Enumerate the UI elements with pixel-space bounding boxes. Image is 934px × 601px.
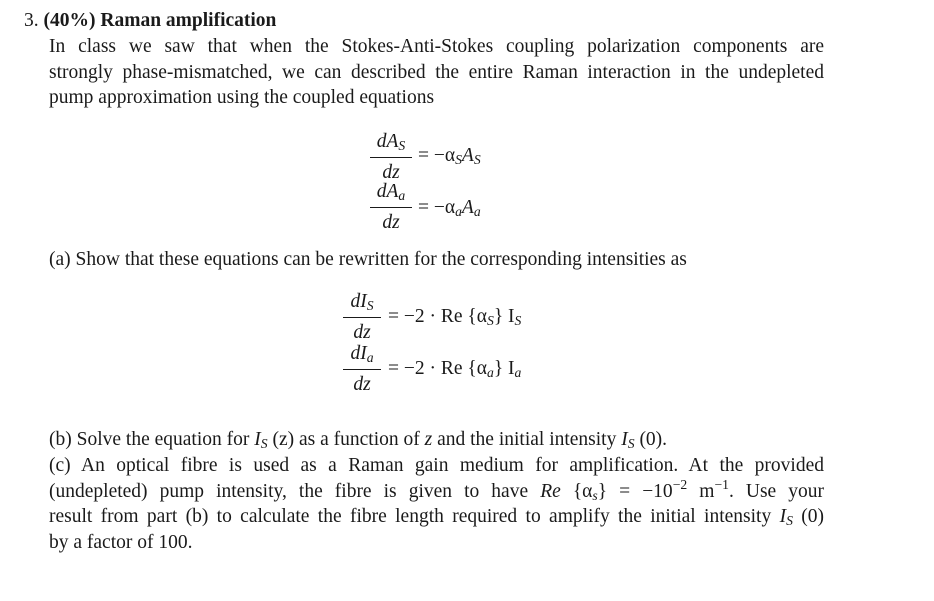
eq4-denominator: dz xyxy=(353,374,371,395)
eq2-rhs-var: A xyxy=(461,197,474,218)
eq3-numerator-sub: S xyxy=(366,298,374,313)
part-c-line-3 xyxy=(49,506,824,528)
eq2-numerator-sub: a xyxy=(398,188,406,203)
eq2-rhs-text: = −α xyxy=(418,197,456,218)
part-b-pre: (b) Solve the equation for xyxy=(49,429,255,450)
part-c-alpha: {α xyxy=(560,481,593,502)
part-b-var1-sub: S xyxy=(260,436,268,451)
eq4-rhs-var: } I xyxy=(493,358,515,379)
part-b-var2-sub: S xyxy=(627,436,635,451)
eq3-rhs-var: } I xyxy=(493,306,515,327)
eq4-rhs xyxy=(388,358,521,380)
part-c-alpha-sub: s xyxy=(592,488,598,503)
eq1-numerator-sub: S xyxy=(398,138,406,153)
eq2-rhs-sub: a xyxy=(455,204,462,219)
eq3-fraction xyxy=(343,290,381,345)
eq4-fraction-bar xyxy=(343,369,381,370)
part-c-line3-arg: (0) xyxy=(792,506,824,527)
part-a-text: (a) Show that these equations can be rewritten for the corresponding intensities as xyxy=(49,249,687,270)
eq4-numerator: dI xyxy=(350,343,367,364)
part-b-var1: I xyxy=(254,429,261,450)
part-b-arg2: (0). xyxy=(634,429,668,450)
eq3-fraction-bar xyxy=(343,317,381,318)
part-b-post: and the initial intensity xyxy=(432,429,622,450)
eq1-fraction xyxy=(370,130,412,185)
eq2-rhs xyxy=(418,197,481,219)
eq1-rhs-sub: S xyxy=(455,152,462,167)
part-c-line2-pre: (undepleted) pump intensity, the fibre is given to have xyxy=(49,481,541,502)
eq1-rhs-var-sub: S xyxy=(473,152,481,167)
eq4-rhs-sub: a xyxy=(486,365,494,380)
part-b-text xyxy=(49,429,667,451)
eq4-numerator-sub: a xyxy=(366,350,374,365)
eq2-fraction xyxy=(370,180,412,235)
eq3-denominator: dz xyxy=(353,322,371,343)
eq3-rhs xyxy=(388,306,521,328)
part-c-exp1: −2 xyxy=(672,477,688,492)
eq1-numerator: dA xyxy=(376,131,399,152)
eq2-numerator: dA xyxy=(376,181,399,202)
eq3-rhs-text: = −2 · Re {α xyxy=(388,306,487,327)
eq1-rhs-text: = −α xyxy=(418,145,456,166)
part-c-exp2: −1 xyxy=(714,477,729,492)
eq3-numerator: dI xyxy=(350,291,367,312)
eq1-rhs-var: A xyxy=(461,145,474,166)
problem-title: (40%) Raman amplification xyxy=(43,10,277,31)
eq2-fraction-bar xyxy=(370,207,412,208)
part-c-line-2 xyxy=(49,477,825,503)
part-c-line3-var: I xyxy=(779,506,787,527)
intro-line-3: pump approximation using the coupled equations xyxy=(49,87,435,108)
part-c-value: } = −10 xyxy=(597,481,673,502)
eq4-rhs-var-sub: a xyxy=(514,365,522,380)
part-b-z: z xyxy=(424,429,433,450)
intro-line-1: In class we saw that when the Stokes-Anti-Stokes coupling polarization components are xyxy=(49,36,824,57)
problem-heading xyxy=(24,10,276,32)
part-b-arg1: (z) xyxy=(267,429,295,450)
eq3-rhs-sub: S xyxy=(486,313,494,328)
eq1-denominator: dz xyxy=(382,162,400,183)
part-c-line2-post: . Use your xyxy=(728,481,825,502)
eq3-rhs-var-sub: S xyxy=(514,313,522,328)
part-c-unit: m xyxy=(687,481,715,502)
eq4-rhs-text: = −2 · Re {α xyxy=(388,358,487,379)
problem-number: 3. xyxy=(24,10,39,31)
part-c-line3-pre: result from part (b) to calculate the fibre length required to amplify the initial intensity xyxy=(49,506,780,527)
part-b-mid: as a function of xyxy=(294,429,425,450)
eq2-rhs-var-sub: a xyxy=(473,204,481,219)
part-b-var2: I xyxy=(621,429,628,450)
eq1-fraction-bar xyxy=(370,157,412,158)
eq4-fraction xyxy=(343,342,381,397)
intro-line-2: strongly phase-mismatched, we can described the entire Raman interaction in the undepleted xyxy=(49,62,824,83)
part-c-line3-sub: S xyxy=(786,513,793,528)
eq2-denominator: dz xyxy=(382,212,400,233)
eq1-rhs xyxy=(418,145,481,167)
part-c-line-1: (c) An optical fibre is used as a Raman gain medium for amplification. At the provided xyxy=(49,455,824,476)
part-c-re: Re xyxy=(540,481,561,502)
part-c-line-4: by a factor of 100. xyxy=(49,532,193,553)
